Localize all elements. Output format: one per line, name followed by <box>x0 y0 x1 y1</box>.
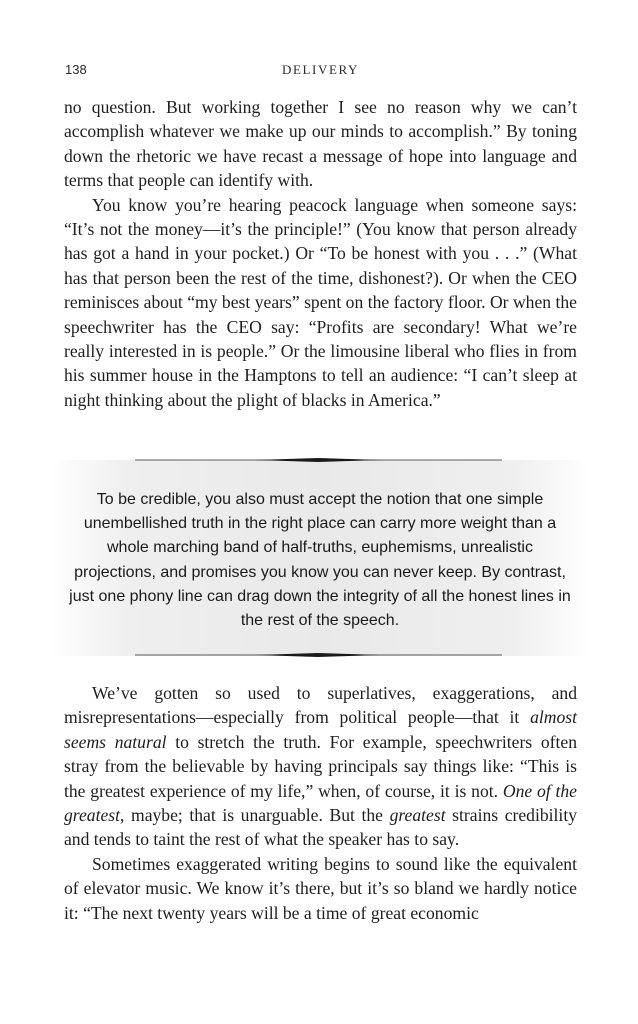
text-run: strains credibility and tends to taint the rest of what the speaker has to say. <box>64 805 577 850</box>
pull-quote-top-rule <box>135 458 502 462</box>
page-number: 138 <box>65 62 87 77</box>
page-header <box>65 62 576 82</box>
body-text-top <box>64 95 577 412</box>
paragraph-superlatives <box>64 681 577 852</box>
running-head: DELIVERY <box>281 62 360 77</box>
paragraph-continuation: no question. But working together I see no reason why we can’t accomplish whatever we make up our minds to accomplish.” By toning down the rhetoric we have recast a message of hope into language and terms that people can identify with. <box>64 97 577 191</box>
pull-quote-text: To be credible, you also must accept the notion that one simple unembellished truth in the right place can carry more weight than a whole marching band of half-truths, euphemisms, unrealistic projections, and promises you know you can never keep. By contrast, just one phony line can drag down the integrity of all the honest lines in the rest of the speech. <box>69 491 571 630</box>
italic-run: greatest <box>389 805 446 826</box>
body-text-bottom <box>64 681 577 925</box>
italic-run: almost seems natural <box>64 707 577 752</box>
text-run: We’ve gotten so used to superlatives, exaggerations, and misrepresentations—especially from political people—that it <box>64 683 577 728</box>
paragraph-peacock-language: You know you’re hearing peacock language when someone says: “It’s not the money—it’s the principle!” (You know that person already has got a hand in your pocket.) Or “To be honest with you . . .” (What has that person been the rest of the time, dishonest?). Or when the CEO reminisces about “my best years” spent on the factory floor. Or when the speechwriter has the CEO say: “Profits are secondary! What we’re really interested in is people.” Or the limousine liberal who flies in from his summer house in the Hamptons to tell an audience: “I can’t sleep at night thinking about the plight of blacks in America.” <box>64 194 577 410</box>
paragraph-elevator-music: Sometimes exaggerated writing begins to sound like the equivalent of elevator music. We know it’s there, but it’s so bland we hardly notice it: “The next twenty years will be a time of great economic <box>64 853 577 923</box>
text-run: to stretch the truth. For example, speechwriters often stray from the believable by having principals say things like: “This is the greatest experience of my life,” when, of course, it is not. <box>64 731 577 801</box>
text-run: , maybe; that is unarguable. But the <box>120 805 390 826</box>
pull-quote-bottom-rule <box>135 653 502 657</box>
rule-top-ornament <box>135 458 502 462</box>
italic-run: One of the greatest <box>64 780 577 826</box>
rule-bottom-ornament <box>135 653 502 657</box>
